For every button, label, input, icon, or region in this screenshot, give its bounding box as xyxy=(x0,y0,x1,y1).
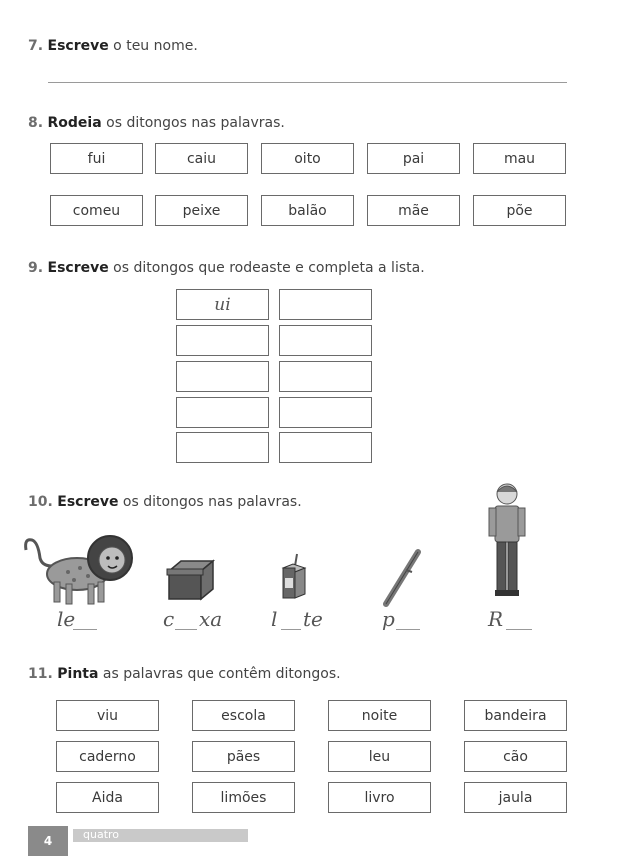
word-box[interactable]: Aida xyxy=(56,782,159,813)
word-end: xa xyxy=(199,607,223,631)
word-box[interactable]: fui xyxy=(50,143,143,174)
word-box[interactable]: leu xyxy=(328,741,431,772)
word-blank-item xyxy=(57,607,97,633)
word-box[interactable]: viu xyxy=(56,700,159,731)
word-blank-item xyxy=(271,607,323,633)
answer-blank[interactable] xyxy=(73,629,97,630)
question-text: os ditongos nas palavras. xyxy=(118,494,302,510)
word-box[interactable]: oito xyxy=(261,143,354,174)
diphthong-answer-box[interactable] xyxy=(279,397,372,428)
word-blank-item xyxy=(163,607,223,633)
word-box[interactable]: cão xyxy=(464,741,567,772)
question-7-prompt xyxy=(28,38,198,54)
word-blank-item xyxy=(382,607,420,633)
question-verb: Escreve xyxy=(47,260,109,276)
word-box[interactable]: bandeira xyxy=(464,700,567,731)
question-number: 7. xyxy=(28,38,44,54)
answer-blank[interactable] xyxy=(396,629,420,630)
question-10-prompt xyxy=(28,494,302,510)
answer-blank[interactable] xyxy=(506,629,532,630)
word-box[interactable]: mau xyxy=(473,143,566,174)
word-box[interactable]: caderno xyxy=(56,741,159,772)
word-box[interactable]: limões xyxy=(192,782,295,813)
diphthong-answer-box[interactable] xyxy=(176,432,269,463)
word-box[interactable]: caiu xyxy=(155,143,248,174)
milk-carton-icon xyxy=(279,552,309,602)
word-start: c xyxy=(163,607,175,631)
page-word: quatro xyxy=(83,828,120,841)
question-8-prompt xyxy=(28,115,285,131)
question-text: as palavras que contêm ditongos. xyxy=(98,666,341,682)
word-box[interactable]: pai xyxy=(367,143,460,174)
page-number: 4 xyxy=(28,826,68,856)
word-box[interactable]: pães xyxy=(192,741,295,772)
diphthong-answer-box[interactable] xyxy=(279,361,372,392)
question-verb: Pinta xyxy=(57,666,99,682)
word-start: l xyxy=(271,607,278,631)
lion-icon xyxy=(22,528,134,610)
word-box[interactable]: noite xyxy=(328,700,431,731)
stick-icon xyxy=(378,548,424,610)
diphthong-answer-box[interactable] xyxy=(176,325,269,356)
word-box[interactable]: livro xyxy=(328,782,431,813)
word-start: le xyxy=(57,607,76,631)
word-box[interactable]: jaula xyxy=(464,782,567,813)
diphthong-answer-box[interactable] xyxy=(279,432,372,463)
question-verb: Escreve xyxy=(47,38,109,54)
question-text: os ditongos que rodeaste e completa a lista. xyxy=(108,260,425,276)
question-number: 11. xyxy=(28,666,53,682)
question-verb: Escreve xyxy=(57,494,119,510)
diphthong-answer-box[interactable] xyxy=(176,397,269,428)
question-verb: Rodeia xyxy=(47,115,102,131)
diphthong-example-box: ui xyxy=(176,289,269,320)
diphthong-answer-box[interactable] xyxy=(279,289,372,320)
word-box[interactable]: põe xyxy=(473,195,566,226)
word-box[interactable]: mãe xyxy=(367,195,460,226)
diphthong-answer-box[interactable] xyxy=(176,361,269,392)
word-box[interactable]: escola xyxy=(192,700,295,731)
question-text: os ditongos nas palavras. xyxy=(101,115,285,131)
question-number: 9. xyxy=(28,260,44,276)
word-box[interactable]: comeu xyxy=(50,195,143,226)
word-box[interactable]: balão xyxy=(261,195,354,226)
word-box[interactable]: peixe xyxy=(155,195,248,226)
answer-blank[interactable] xyxy=(281,629,301,630)
name-answer-line[interactable] xyxy=(48,82,567,83)
question-9-prompt xyxy=(28,260,425,276)
answer-blank[interactable] xyxy=(175,629,197,630)
word-start: p xyxy=(382,607,395,631)
diphthong-answer-box[interactable] xyxy=(279,325,372,356)
boy-icon xyxy=(486,480,528,600)
question-text: o teu nome. xyxy=(108,38,198,54)
word-blank-item xyxy=(488,607,532,633)
question-number: 10. xyxy=(28,494,53,510)
question-11-prompt xyxy=(28,666,341,682)
question-number: 8. xyxy=(28,115,44,131)
box-icon xyxy=(165,555,217,603)
word-end: te xyxy=(303,607,323,631)
word-start: R xyxy=(488,607,504,631)
